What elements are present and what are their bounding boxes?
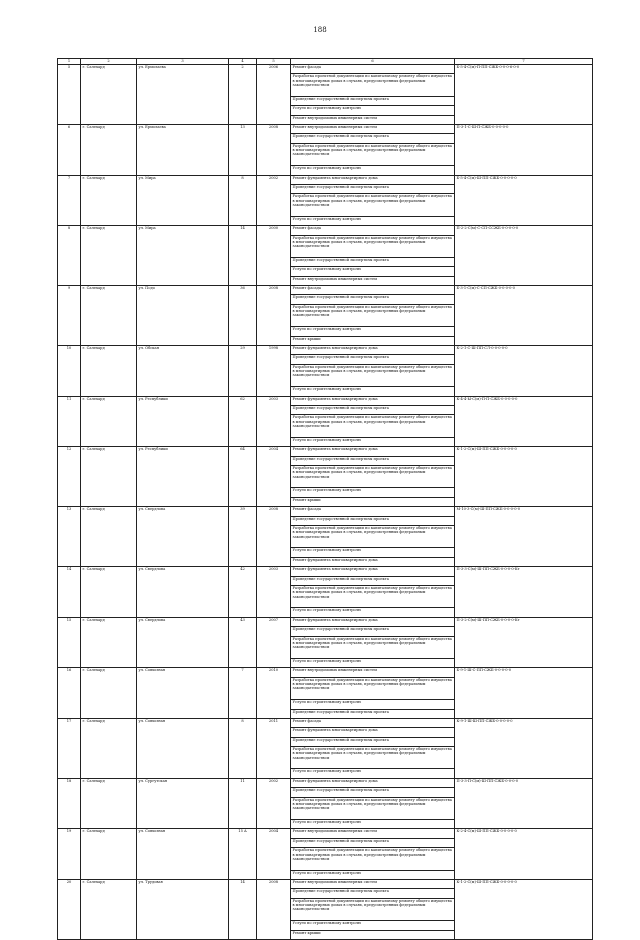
work-item: Услуги по строительному контролю xyxy=(291,548,455,557)
work-item: Разработка проектной документации по капитальному ремонту общего имущества в многоквартирных домах в случаях, предусмотренных федеральным законодательством xyxy=(291,235,455,257)
work-item: Ремонт фасада xyxy=(291,718,455,727)
table-row xyxy=(58,617,593,626)
work-item: Проведение государственной экспертизы проекта xyxy=(291,627,455,636)
entry-code: П-3-2-С(м)-Ш-ПП-СЖБ-0-0-0-0-Кт xyxy=(455,617,593,668)
entry-street: ул. Свердлова xyxy=(137,567,229,618)
entry-number: 13 xyxy=(58,507,81,567)
table-row xyxy=(58,124,593,133)
header-cell: 6 xyxy=(291,59,455,65)
work-item: Ремонт крыши xyxy=(291,930,455,939)
entry-code: К-2-4-С(м)-Ш-ПП-СЖБ-0-0-0-0-0 xyxy=(455,829,593,880)
entry-city: г. Салехард xyxy=(81,65,137,125)
work-item: Проведение государственной экспертизы проекта xyxy=(291,406,455,415)
work-item: Ремонт фундамента многоквартирного дома xyxy=(291,175,455,184)
entry-number: 18 xyxy=(58,778,81,829)
work-item: Разработка проектной документации по капитальному ремонту общего имущества в многоквартирных домах в случаях, предусмотренных федеральным законодательством xyxy=(291,525,455,547)
work-item: Услуги по строительному контролю xyxy=(291,658,455,667)
entry-street: ул. Подо xyxy=(137,286,229,346)
entry-year: 2003 xyxy=(257,567,291,618)
entry-year: 2008 xyxy=(257,880,291,940)
entry-street: ул. Сургутская xyxy=(137,778,229,829)
entry-number: 10 xyxy=(58,346,81,397)
entry-street: ул. Трудовая xyxy=(137,880,229,940)
work-item: Услуги по строительному контролю xyxy=(291,437,455,446)
work-item: Услуги по строительному контролю xyxy=(291,700,455,709)
table-row xyxy=(58,286,593,295)
work-item: Ремонт внутридомовых инженерных систем xyxy=(291,115,455,124)
work-item: Проведение государственной экспертизы проекта xyxy=(291,456,455,465)
work-item: Разработка проектной документации по капитальному ремонту общего имущества в многоквартирных домах в случаях, предусмотренных федеральным законодательством xyxy=(291,677,455,699)
entry-year: 2011 xyxy=(257,718,291,778)
entry-city: г. Салехард xyxy=(81,226,137,286)
entry-number: 7 xyxy=(58,175,81,226)
work-item: Ремонт фундамента многоквартирного дома xyxy=(291,346,455,355)
table-row xyxy=(58,567,593,576)
entry-number: 9 xyxy=(58,286,81,346)
work-item: Ремонт фундамента многоквартирного дома xyxy=(291,557,455,566)
work-item: Разработка проектной документации по капитальному ремонту общего имущества в многоквартирных домах в случаях, предусмотренных федеральным законодательством xyxy=(291,585,455,607)
table-row xyxy=(58,175,593,184)
work-item: Ремонт фундамента многоквартирного дома xyxy=(291,567,455,576)
entry-code: П-3-1-С-Ш-П-СЖБ-0-0-0-0-0 xyxy=(455,124,593,175)
work-item: Проведение государственной экспертизы проекта xyxy=(291,96,455,105)
table-row xyxy=(58,718,593,727)
work-item: Разработка проектной документации по капитальному ремонту общего имущества в многоквартирных домах в случаях, предусмотренных федеральным законодательством xyxy=(291,797,455,819)
work-item: Ремонт фасада xyxy=(291,226,455,235)
table-row xyxy=(58,346,593,355)
work-item: Проведение государственной экспертизы проекта xyxy=(291,838,455,847)
header-cell: 5 xyxy=(257,59,291,65)
entry-house: 14 xyxy=(229,226,257,286)
work-item: Ремонт фундамента многоквартирного дома xyxy=(291,396,455,405)
work-item: Проведение государственной экспертизы проекта xyxy=(291,516,455,525)
entry-street: ул. Свердлова xyxy=(137,507,229,567)
work-item: Услуги по строительному контролю xyxy=(291,327,455,336)
entry-number: 19 xyxy=(58,829,81,880)
entry-house: 8 xyxy=(229,718,257,778)
work-item: Ремонт крыши xyxy=(291,336,455,345)
work-item: Ремонт фасада xyxy=(291,286,455,295)
work-item: Ремонт фундамента многоквартирного дома xyxy=(291,617,455,626)
table-row xyxy=(58,65,593,74)
work-item: Услуги по строительному контролю xyxy=(291,216,455,225)
table-row xyxy=(58,829,593,838)
entry-code: П-3-3-П-С(м)-Ш-ПП-СЖБ-0-0-0-0 xyxy=(455,778,593,829)
entry-house: 64 xyxy=(229,447,257,507)
entry-street: ул. Ермолаева xyxy=(137,65,229,125)
entry-house: 11 xyxy=(229,778,257,829)
work-item: Услуги по строительному контролю xyxy=(291,488,455,497)
entry-number: 17 xyxy=(58,718,81,778)
entry-city: г. Салехард xyxy=(81,286,137,346)
entry-number: 6 xyxy=(58,124,81,175)
table-row xyxy=(58,507,593,516)
entry-house: 7 xyxy=(229,668,257,719)
entry-house: 39 xyxy=(229,507,257,567)
entry-year: 2002 xyxy=(257,778,291,829)
work-item: Услуги по строительному контролю xyxy=(291,870,455,879)
work-item: Ремонт фундамента многоквартирного дома xyxy=(291,728,455,737)
entry-house: 15 А xyxy=(229,829,257,880)
entry-year: 2010 xyxy=(257,668,291,719)
entry-code: К-1-2-С(м)-Ш-ПП-СЖБ-0-0-0-0-0 xyxy=(455,880,593,940)
entry-house: 43 xyxy=(229,617,257,668)
entry-year: 2008 xyxy=(257,286,291,346)
entry-street: ул. Совхозная xyxy=(137,829,229,880)
table-row xyxy=(58,396,593,405)
entry-street: ул. Совхозная xyxy=(137,668,229,719)
entry-street: ул. Ермолаева xyxy=(137,124,229,175)
work-item: Разработка проектной документации по капитальному ремонту общего имущества в многоквартирных домах в случаях, предусмотренных федеральным законодательством xyxy=(291,194,455,216)
entry-number: 15 xyxy=(58,617,81,668)
work-item: Проведение государственной экспертизы проекта xyxy=(291,788,455,797)
entry-street: ул. Обская xyxy=(137,346,229,397)
entry-street: ул. Республики xyxy=(137,447,229,507)
entry-code: К-1-2-С(м)-Ш-ПП-СЖБ-0-0-0-0-0 xyxy=(455,447,593,507)
entry-city: г. Салехард xyxy=(81,778,137,829)
header-cell: 4 xyxy=(229,59,257,65)
entry-city: г. Салехард xyxy=(81,668,137,719)
entry-year: 2000 xyxy=(257,226,291,286)
table-row xyxy=(58,226,593,235)
work-item: Разработка проектной документации по капитальному ремонту общего имущества в многоквартирных домах в случаях, предусмотренных федеральным законодательством xyxy=(291,364,455,386)
work-item: Разработка проектной документации по капитальному ремонту общего имущества в многоквартирных домах в случаях, предусмотренных федеральным законодательством xyxy=(291,74,455,96)
entry-number: 14 xyxy=(58,567,81,618)
entry-year: 2003 xyxy=(257,396,291,447)
work-item: Услуги по строительному контролю xyxy=(291,166,455,175)
header-cell: 3 xyxy=(137,59,229,65)
table-body xyxy=(58,65,593,940)
entry-street: ул. Республики xyxy=(137,396,229,447)
entry-street: ул. Совхозная xyxy=(137,718,229,778)
work-item: Услуги по строительному контролю xyxy=(291,921,455,930)
entry-city: г. Салехард xyxy=(81,175,137,226)
header-cell: 7 xyxy=(455,59,593,65)
work-item: Ремонт крыши xyxy=(291,497,455,506)
entry-year: 2006 xyxy=(257,65,291,125)
table-row xyxy=(58,447,593,456)
entry-code: М-10-3-С(м)-Ш-ПП-СЖБ-0-0-0-0-0 xyxy=(455,507,593,567)
work-item: Проведение государственной экспертизы проекта xyxy=(291,709,455,718)
table-row xyxy=(58,668,593,677)
work-item: Разработка проектной документации по капитальному ремонту общего имущества в многоквартирных домах в случаях, предусмотренных федеральным законодательством xyxy=(291,898,455,920)
header-cell: 2 xyxy=(81,59,137,65)
entry-year: 1998 xyxy=(257,346,291,397)
work-item: Ремонт фасада xyxy=(291,507,455,516)
entry-house: 42 xyxy=(229,567,257,618)
entry-city: г. Салехард xyxy=(81,396,137,447)
entry-number: 16 xyxy=(58,668,81,719)
entry-house: 2 xyxy=(229,65,257,125)
entry-house: 13 xyxy=(229,124,257,175)
entry-year: 2002 xyxy=(257,175,291,226)
page-number: 188 xyxy=(313,26,327,34)
work-item: Ремонт внутридомовых инженерных систем xyxy=(291,668,455,677)
entry-code: Б-9-1-Ш-С-ПП-СЖБ-0-0-0-0-0 xyxy=(455,668,593,719)
work-item: Проведение государственной экспертизы проекта xyxy=(291,134,455,143)
entry-city: г. Салехард xyxy=(81,507,137,567)
entry-house: 36 xyxy=(229,286,257,346)
entry-year: 2007 xyxy=(257,617,291,668)
work-item: Проведение государственной экспертизы проекта xyxy=(291,889,455,898)
work-item: Ремонт фасада xyxy=(291,65,455,74)
work-item: Проведение государственной экспертизы проекта xyxy=(291,737,455,746)
entry-house: 8 xyxy=(229,175,257,226)
work-item: Ремонт внутридомовых инженерных систем xyxy=(291,829,455,838)
work-item: Разработка проектной документации по капитальному ремонту общего имущества в многоквартирных домах в случаях, предусмотренных федеральным законодательством xyxy=(291,747,455,769)
entry-number: 11 xyxy=(58,396,81,447)
work-item: Разработка проектной документации по капитальному ремонту общего имущества в многоквартирных домах в случаях, предусмотренных федеральным законодательством xyxy=(291,848,455,870)
entry-street: ул. Мира xyxy=(137,226,229,286)
table-row xyxy=(58,778,593,787)
work-item: Ремонт внутридомовых инженерных систем xyxy=(291,124,455,133)
entry-year: 2004 xyxy=(257,447,291,507)
work-item: Ремонт фундамента многоквартирного дома xyxy=(291,778,455,787)
work-item: Разработка проектной документации по капитальному ремонту общего имущества в многоквартирных домах в случаях, предусмотренных федеральным законодательством xyxy=(291,415,455,437)
repair-register-table xyxy=(57,58,593,940)
work-item: Услуги по строительному контролю xyxy=(291,267,455,276)
entry-code: Б-5-4-С(м)-Ш-ПП-СЖБ-0-0-0-0-0 xyxy=(455,175,593,226)
entry-code: К-9-1-Ш-Ш-ПП-СЖБ-0-0-0-0-0 xyxy=(455,718,593,778)
entry-year: 2008 xyxy=(257,507,291,567)
work-item: Услуги по строительному контролю xyxy=(291,106,455,115)
entry-code: К-2-1-С-Ш-ПП-СЛ-0-0-0-0-0 xyxy=(455,346,593,397)
entry-number: 8 xyxy=(58,226,81,286)
work-item: Разработка проектной документации по капитальному ремонту общего имущества в многоквартирных домах в случаях, предусмотренных федеральным законодательством xyxy=(291,466,455,488)
work-item: Услуги по строительному контролю xyxy=(291,387,455,396)
work-item: Проведение государственной экспертизы проекта xyxy=(291,184,455,193)
work-item: Проведение государственной экспертизы проекта xyxy=(291,257,455,266)
work-item: Ремонт внутридомовых инженерных систем xyxy=(291,276,455,285)
entry-number: 20 xyxy=(58,880,81,940)
work-item: Проведение государственной экспертизы проекта xyxy=(291,355,455,364)
entry-number: 12 xyxy=(58,447,81,507)
entry-code: Б-5-4-С(м)-П-ПП-СЖБ-0-0-0-6-0-0 xyxy=(455,65,593,125)
work-item: Услуги по строительному контролю xyxy=(291,608,455,617)
work-item: Разработка проектной документации по капитальному ремонту общего имущества в многоквартирных домах в случаях, предусмотренных федеральным законодательством xyxy=(291,143,455,165)
work-item: Разработка проектной документации по капитальному ремонту общего имущества в многоквартирных домах в случаях, предусмотренных федеральным законодательством xyxy=(291,304,455,326)
entry-code: П-3-3-С(м)-Ш-ПП-СЖБ-0-0-0-0-Кт xyxy=(455,567,593,618)
entry-house: 62 xyxy=(229,396,257,447)
entry-city: г. Салехард xyxy=(81,718,137,778)
entry-city: г. Салехард xyxy=(81,829,137,880)
table-row xyxy=(58,880,593,889)
work-item: Проведение государственной экспертизы проекта xyxy=(291,576,455,585)
work-item: Проведение государственной экспертизы проекта xyxy=(291,295,455,304)
entry-street: ул. Мира xyxy=(137,175,229,226)
work-item: Ремонт фундамента многоквартирного дома xyxy=(291,447,455,456)
entry-city: г. Салехард xyxy=(81,346,137,397)
work-item: Разработка проектной документации по капитальному ремонту общего имущества в многоквартирных домах в случаях, предусмотренных федеральным законодательством xyxy=(291,636,455,658)
entry-street: ул. Свердлова xyxy=(137,617,229,668)
entry-city: г. Салехард xyxy=(81,124,137,175)
entry-code: П-2-2-С(м)-С-СП-ССЖБ-0-0-0-0-0 xyxy=(455,226,593,286)
work-item: Услуги по строительному контролю xyxy=(291,769,455,778)
entry-house: 29 xyxy=(229,346,257,397)
entry-code: Б-3-1-С(м)-С-СП-СЖБ-0-0-0-0-0 xyxy=(455,286,593,346)
entry-city: г. Салехард xyxy=(81,447,137,507)
entry-code: К-4-4-Ы-С(м)-П-П-СЖБ-0-0-0-0-0 xyxy=(455,396,593,447)
work-item: Услуги по строительному контролю xyxy=(291,820,455,829)
entry-number: 5 xyxy=(58,65,81,125)
entry-year: 2008 xyxy=(257,124,291,175)
entry-house: 14 xyxy=(229,880,257,940)
header-cell: 1 xyxy=(58,59,81,65)
entry-city: г. Салехард xyxy=(81,617,137,668)
entry-city: г. Салехард xyxy=(81,567,137,618)
work-item: Ремонт внутридомовых инженерных систем xyxy=(291,880,455,889)
entry-year: 2004 xyxy=(257,829,291,880)
entry-city: г. Салехард xyxy=(81,880,137,940)
